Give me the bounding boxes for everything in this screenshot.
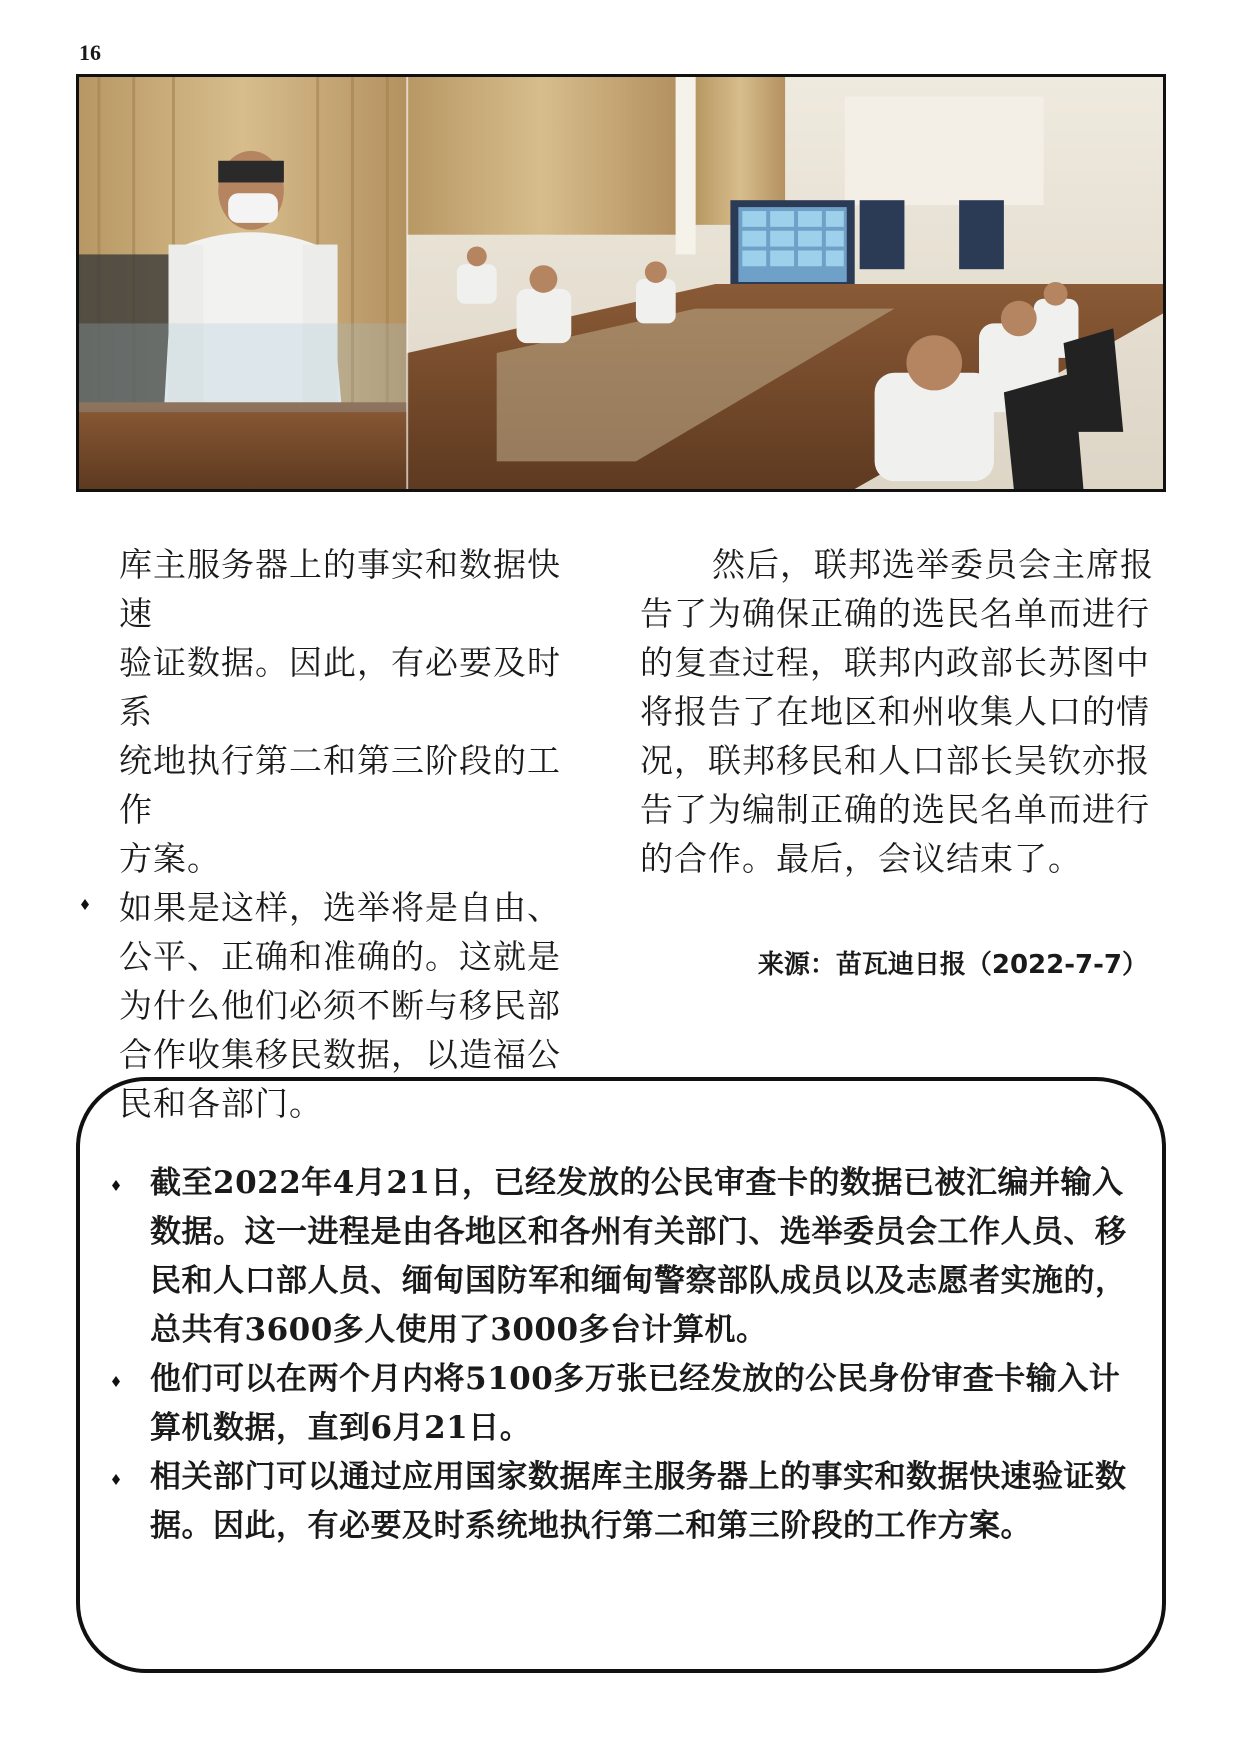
summary-item-1 xyxy=(150,1159,1130,1355)
source-citation: 来源：苗瓦迪日报（2022-7-7） xyxy=(757,950,1148,980)
bullet-diamond-icon xyxy=(112,1376,120,1387)
bullet-diamond-icon xyxy=(112,1180,120,1191)
right-paragraph: 然后，联邦选举委员会主席报告了为确保正确的选民名单而进行的复查过程，联邦内政部长苏图中将报告了在地区和州收集人口的情况，联邦移民和人口部长吴钦亦报告了为编制正确的选民名单而进行的合作。最后，会议结束了。 xyxy=(640,545,1154,878)
bullet-diamond-icon xyxy=(81,899,89,910)
page-number: 16 xyxy=(79,40,101,65)
summary-item-text: 他们可以在两个月内将5100多万张已经发放的公民身份审查卡输入计算机数据，直到6月21日。 xyxy=(150,1361,1121,1446)
left-line-1: 库主服务器上的事实和数据快速 xyxy=(119,545,561,633)
summary-item-text: 相关部门可以通过应用国家数据库主服务器上的事实和数据快速验证数据。因此，有必要及时系统地执行第二和第三阶段的工作方案。 xyxy=(150,1459,1127,1544)
right-column xyxy=(640,540,1168,883)
meeting-photo xyxy=(76,74,1166,492)
bullet-diamond-icon xyxy=(112,1474,120,1485)
left-column xyxy=(92,540,592,1128)
summary-item-2 xyxy=(150,1355,1130,1453)
left-line-4: 方案。 xyxy=(119,839,221,878)
summary-box xyxy=(76,1077,1166,1673)
summary-item-text: 截至2022年4月21日，已经发放的公民审查卡的数据已被汇编并输入数据。这一进程是由各地区和各州有关部门、选举委员会工作人员、移民和人口部人员、缅甸国防军和缅甸警察部队成员以及志愿者实施的，总共有3600多人使用了3000多台计算机。 xyxy=(150,1165,1127,1348)
left-bullet-text: 如果是这样，选举将是自由、公平、正确和准确的。这就是为什么他们必须不断与移民部合作收集移民数据，以造福公民和各部门。 xyxy=(119,888,561,1123)
summary-item-3 xyxy=(150,1453,1130,1551)
meeting-photo-illustration xyxy=(79,77,1163,489)
left-line-3: 统地执行第二和第三阶段的工作 xyxy=(119,741,561,829)
summary-list xyxy=(150,1159,1130,1551)
left-line-2: 验证数据。因此，有必要及时系 xyxy=(119,643,561,731)
